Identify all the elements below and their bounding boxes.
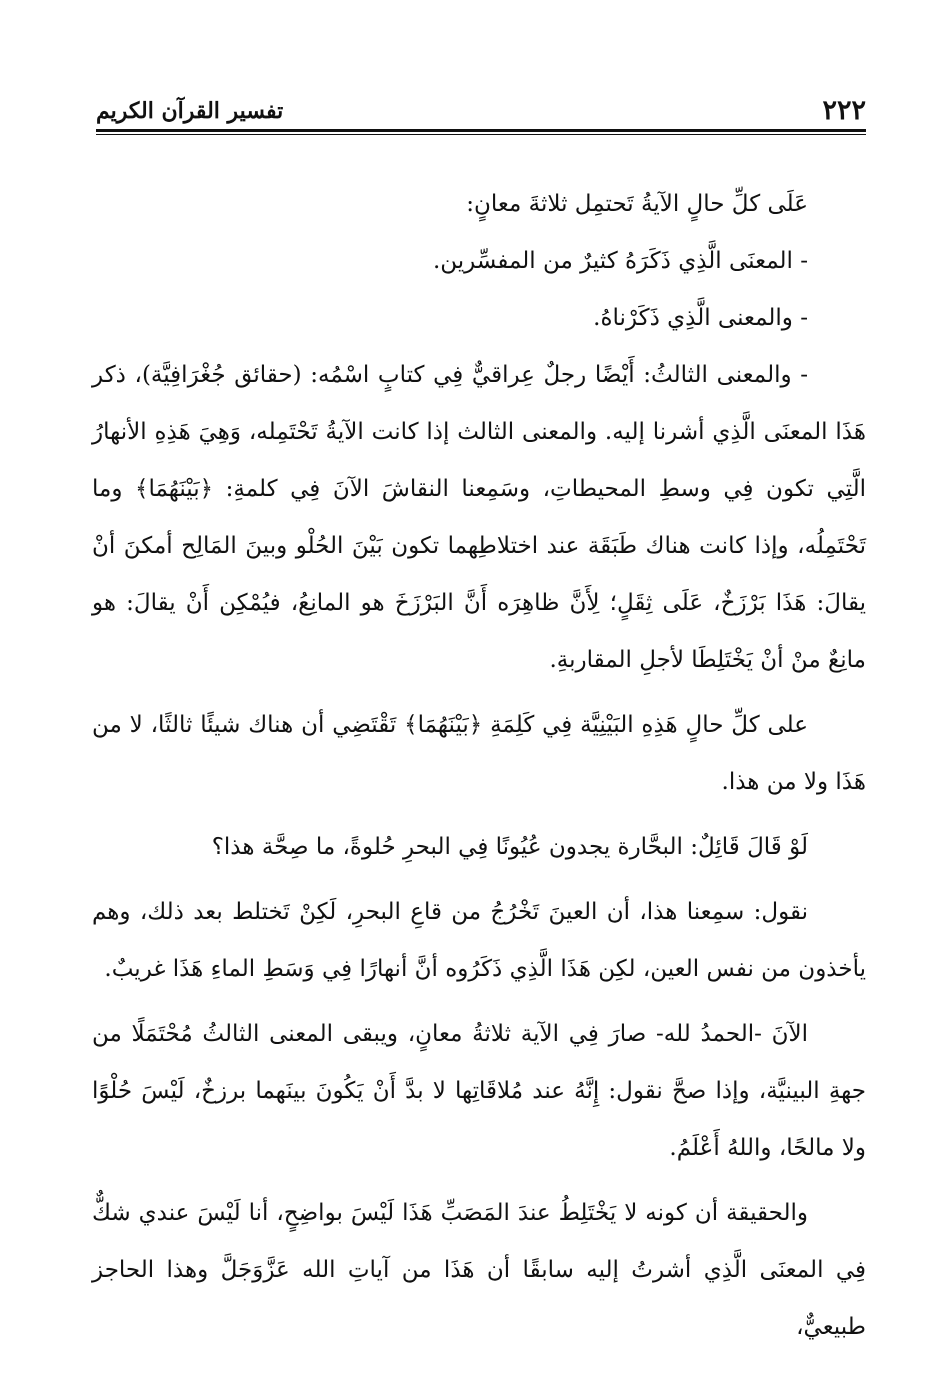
paragraph-meaning-1: - المعنَى الَّذِي ذَكَرَهُ كثيرٌ من المفسِّرين. [432,248,808,274]
paragraph-conclusion: على كلِّ حالٍ هَذِهِ البَيْنِيَّة فِي كَلِمَةِ ﴿بَيْنَهُمَا﴾ تَقْتَضِي أن هناك شيئًا ثالثًا، لا من هَذَا ولا من هذا. [92,712,866,795]
paragraph-meaning-2: - والمعنى الَّذِي ذَكَرْناهُ. [593,305,808,331]
paragraph-question: لَوْ قَالَ قَائِلٌ: البحَّارة يجدون عُيُونًا فِي البحرِ حُلوةً، ما صِحَّة هذا؟ [211,834,808,860]
page-body [92,176,866,1356]
page-header [96,95,866,127]
header-rule-thick [96,129,866,132]
paragraph-intro: عَلَى كلِّ حالٍ الآيةُ تَحتمِل ثلاثةَ معانٍ: [466,191,808,217]
paragraph-meaning-3: - والمعنى الثالثُ: أَيْضًا رجلٌ عِراقيٌّ فِي كتابٍ اسْمُه: (حقائق جُغْرَافِيَّة)، ذكر هَذَا المعنَى الَّذِي أشرنا إليه. والمعنى الثالث إذا كانت الآيةُ تَحْتَمِله، وَهِيَ هَذِهِ الأنهارُ الَّتِي تكون فِي وسطِ المحيطاتِ، وسَمِعنا النقاشَ الآنَ فِي كلمةِ: ﴿بَيْنَهُمَا﴾ وما تَحْتَمِلُه، وإذا كانت هناك طَبَقَة عند اختلاطِهما تكون بَيْنَ الحُلْو وبينَ المَالِح أمكنَ أنْ يقالَ: هَذَا بَرْزَخٌ، عَلَى ثِقَلٍ؛ لِأَنَّ ظاهِرَه أَنَّ البَرْزَخَ هو المانِعُ، فيُمْكِن أَنْ يقالَ: هو مانِعٌ منْ أنْ يَخْتَلِطَا لأجلِ المقاربةِ. [92,362,866,673]
paragraph-summary: الآنَ -الحمدُ لله- صارَ فِي الآية ثلاثةُ معانٍ، ويبقى المعنى الثالثُ مُحْتَمَلًا من جهةِ البينيَّة، وإذا صحَّ نقول: إِنَّهُ عند مُلاقَاتِها لا بدَّ أَنْ يَكُونَ بينَهما برزخٌ، لَيْسَ حُلْوًا ولا مالحًا، واللهُ أَعْلَمُ. [92,1021,866,1161]
paragraph-answer: نقول: سمِعنا هذا، أن العينَ تَخْرُجُ من قاعِ البحرِ، لَكِنْ تَختلط بعد ذلك، وهم يأخذون من نفس العين، لكِن هَذَا الَّذِي ذَكَرُوه أنَّ أنهارًا فِي وَسَطِ الماءِ هَذَا غريبٌ. [92,899,866,982]
paragraph-final: والحقيقة أن كونه لا يَخْتَلِطُ عندَ المَصَبِّ هَذَا لَيْسَ بواضِحٍ، أنا لَيْسَ عندي شكٌّ فِي المعنَى الَّذِي أشرتُ إليه سابقًا أن هَذَا من آياتِ الله عَزَّوَجَلَّ وهذا الحاجز طبيعيٌّ، [92,1200,866,1340]
running-title: تفسير القرآن الكريم [96,98,284,124]
page-number: ٢٢٢ [822,95,866,126]
header-rule-thin [96,134,866,135]
